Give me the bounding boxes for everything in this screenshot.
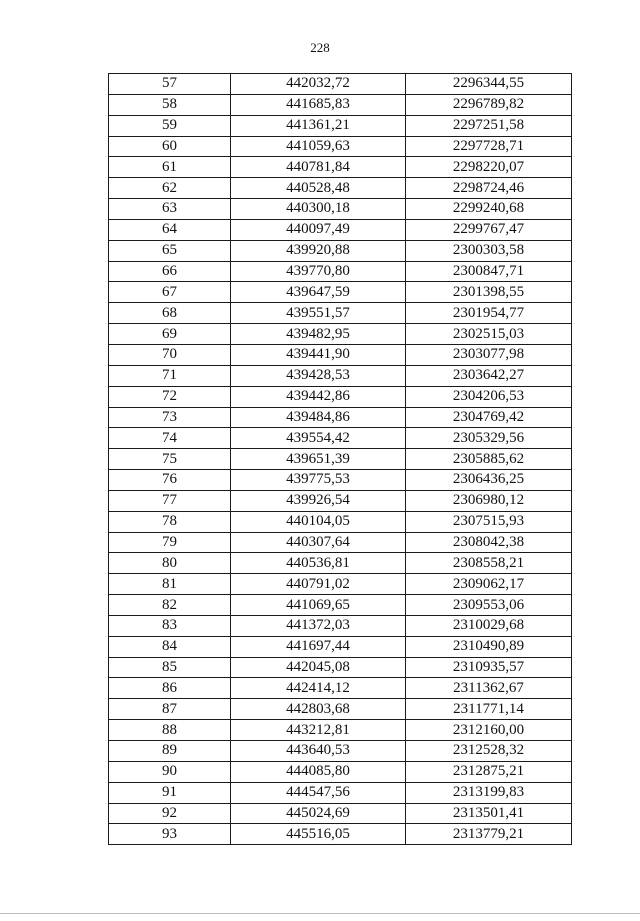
y-coordinate-cell: 2300847,71 bbox=[406, 261, 572, 282]
point-number-cell: 68 bbox=[109, 303, 231, 324]
point-number-cell: 72 bbox=[109, 386, 231, 407]
y-coordinate-cell: 2308042,38 bbox=[406, 532, 572, 553]
table-row bbox=[109, 511, 572, 532]
point-number-cell: 83 bbox=[109, 615, 231, 636]
x-coordinate-cell: 442414,12 bbox=[231, 678, 406, 699]
x-coordinate-cell: 439482,95 bbox=[231, 324, 406, 345]
table-row bbox=[109, 470, 572, 491]
table-row bbox=[109, 657, 572, 678]
x-coordinate-cell: 439441,90 bbox=[231, 344, 406, 365]
x-coordinate-cell: 439651,39 bbox=[231, 449, 406, 470]
y-coordinate-cell: 2297728,71 bbox=[406, 136, 572, 157]
y-coordinate-cell: 2313199,83 bbox=[406, 782, 572, 803]
y-coordinate-cell: 2301398,55 bbox=[406, 282, 572, 303]
y-coordinate-cell: 2313779,21 bbox=[406, 824, 572, 845]
y-coordinate-cell: 2304206,53 bbox=[406, 386, 572, 407]
table-row bbox=[109, 428, 572, 449]
y-coordinate-cell: 2301954,77 bbox=[406, 303, 572, 324]
point-number-cell: 92 bbox=[109, 803, 231, 824]
y-coordinate-cell: 2311771,14 bbox=[406, 699, 572, 720]
table-row bbox=[109, 595, 572, 616]
x-coordinate-cell: 441685,83 bbox=[231, 94, 406, 115]
y-coordinate-cell: 2310935,57 bbox=[406, 657, 572, 678]
table-row bbox=[109, 678, 572, 699]
table-row bbox=[109, 303, 572, 324]
point-number-cell: 93 bbox=[109, 824, 231, 845]
x-coordinate-cell: 444547,56 bbox=[231, 782, 406, 803]
point-number-cell: 64 bbox=[109, 219, 231, 240]
x-coordinate-cell: 442032,72 bbox=[231, 74, 406, 95]
table-row bbox=[109, 407, 572, 428]
x-coordinate-cell: 440781,84 bbox=[231, 157, 406, 178]
x-coordinate-cell: 440104,05 bbox=[231, 511, 406, 532]
point-number-cell: 87 bbox=[109, 699, 231, 720]
table-row bbox=[109, 178, 572, 199]
table-row bbox=[109, 699, 572, 720]
table-row bbox=[109, 720, 572, 741]
y-coordinate-cell: 2299240,68 bbox=[406, 199, 572, 220]
y-coordinate-cell: 2303077,98 bbox=[406, 344, 572, 365]
coordinates-table-body bbox=[109, 74, 572, 845]
table-row bbox=[109, 344, 572, 365]
table-row bbox=[109, 553, 572, 574]
x-coordinate-cell: 443212,81 bbox=[231, 720, 406, 741]
point-number-cell: 57 bbox=[109, 74, 231, 95]
point-number-cell: 74 bbox=[109, 428, 231, 449]
x-coordinate-cell: 440307,64 bbox=[231, 532, 406, 553]
x-coordinate-cell: 440791,02 bbox=[231, 574, 406, 595]
table-row bbox=[109, 824, 572, 845]
y-coordinate-cell: 2306436,25 bbox=[406, 470, 572, 491]
table-row bbox=[109, 282, 572, 303]
point-number-cell: 62 bbox=[109, 178, 231, 199]
x-coordinate-cell: 445516,05 bbox=[231, 824, 406, 845]
x-coordinate-cell: 440528,48 bbox=[231, 178, 406, 199]
y-coordinate-cell: 2302515,03 bbox=[406, 324, 572, 345]
table-row bbox=[109, 532, 572, 553]
point-number-cell: 71 bbox=[109, 365, 231, 386]
x-coordinate-cell: 442045,08 bbox=[231, 657, 406, 678]
y-coordinate-cell: 2299767,47 bbox=[406, 219, 572, 240]
point-number-cell: 65 bbox=[109, 240, 231, 261]
point-number-cell: 59 bbox=[109, 115, 231, 136]
point-number-cell: 80 bbox=[109, 553, 231, 574]
point-number-cell: 66 bbox=[109, 261, 231, 282]
table-row bbox=[109, 74, 572, 95]
y-coordinate-cell: 2312528,32 bbox=[406, 741, 572, 762]
table-row bbox=[109, 574, 572, 595]
y-coordinate-cell: 2296344,55 bbox=[406, 74, 572, 95]
x-coordinate-cell: 445024,69 bbox=[231, 803, 406, 824]
point-number-cell: 85 bbox=[109, 657, 231, 678]
y-coordinate-cell: 2309553,06 bbox=[406, 595, 572, 616]
x-coordinate-cell: 440300,18 bbox=[231, 199, 406, 220]
y-coordinate-cell: 2309062,17 bbox=[406, 574, 572, 595]
point-number-cell: 67 bbox=[109, 282, 231, 303]
table-row bbox=[109, 615, 572, 636]
point-number-cell: 76 bbox=[109, 470, 231, 491]
y-coordinate-cell: 2304769,42 bbox=[406, 407, 572, 428]
y-coordinate-cell: 2307515,93 bbox=[406, 511, 572, 532]
x-coordinate-cell: 441361,21 bbox=[231, 115, 406, 136]
table-row bbox=[109, 741, 572, 762]
x-coordinate-cell: 441697,44 bbox=[231, 636, 406, 657]
point-number-cell: 89 bbox=[109, 741, 231, 762]
y-coordinate-cell: 2312875,21 bbox=[406, 761, 572, 782]
point-number-cell: 73 bbox=[109, 407, 231, 428]
x-coordinate-cell: 439442,86 bbox=[231, 386, 406, 407]
table-row bbox=[109, 136, 572, 157]
y-coordinate-cell: 2311362,67 bbox=[406, 678, 572, 699]
x-coordinate-cell: 441059,63 bbox=[231, 136, 406, 157]
x-coordinate-cell: 439554,42 bbox=[231, 428, 406, 449]
y-coordinate-cell: 2305329,56 bbox=[406, 428, 572, 449]
point-number-cell: 75 bbox=[109, 449, 231, 470]
point-number-cell: 79 bbox=[109, 532, 231, 553]
table-row bbox=[109, 324, 572, 345]
table-row bbox=[109, 386, 572, 407]
point-number-cell: 86 bbox=[109, 678, 231, 699]
table-row bbox=[109, 157, 572, 178]
point-number-cell: 90 bbox=[109, 761, 231, 782]
coordinates-table bbox=[108, 73, 572, 845]
y-coordinate-cell: 2312160,00 bbox=[406, 720, 572, 741]
point-number-cell: 70 bbox=[109, 344, 231, 365]
point-number-cell: 63 bbox=[109, 199, 231, 220]
page-number: 228 bbox=[310, 40, 330, 55]
x-coordinate-cell: 444085,80 bbox=[231, 761, 406, 782]
point-number-cell: 61 bbox=[109, 157, 231, 178]
table-row bbox=[109, 449, 572, 470]
x-coordinate-cell: 441372,03 bbox=[231, 615, 406, 636]
table-row bbox=[109, 115, 572, 136]
y-coordinate-cell: 2296789,82 bbox=[406, 94, 572, 115]
point-number-cell: 58 bbox=[109, 94, 231, 115]
y-coordinate-cell: 2297251,58 bbox=[406, 115, 572, 136]
point-number-cell: 84 bbox=[109, 636, 231, 657]
table-row bbox=[109, 219, 572, 240]
y-coordinate-cell: 2306980,12 bbox=[406, 490, 572, 511]
point-number-cell: 69 bbox=[109, 324, 231, 345]
x-coordinate-cell: 439770,80 bbox=[231, 261, 406, 282]
x-coordinate-cell: 439926,54 bbox=[231, 490, 406, 511]
x-coordinate-cell: 439920,88 bbox=[231, 240, 406, 261]
x-coordinate-cell: 439484,86 bbox=[231, 407, 406, 428]
point-number-cell: 77 bbox=[109, 490, 231, 511]
y-coordinate-cell: 2300303,58 bbox=[406, 240, 572, 261]
y-coordinate-cell: 2303642,27 bbox=[406, 365, 572, 386]
table-row bbox=[109, 490, 572, 511]
x-coordinate-cell: 439775,53 bbox=[231, 470, 406, 491]
x-coordinate-cell: 443640,53 bbox=[231, 741, 406, 762]
table-row bbox=[109, 782, 572, 803]
point-number-cell: 78 bbox=[109, 511, 231, 532]
y-coordinate-cell: 2313501,41 bbox=[406, 803, 572, 824]
y-coordinate-cell: 2310490,89 bbox=[406, 636, 572, 657]
table-row bbox=[109, 94, 572, 115]
point-number-cell: 91 bbox=[109, 782, 231, 803]
scan-edge-line bbox=[0, 913, 640, 914]
y-coordinate-cell: 2298724,46 bbox=[406, 178, 572, 199]
table-row bbox=[109, 803, 572, 824]
x-coordinate-cell: 440097,49 bbox=[231, 219, 406, 240]
x-coordinate-cell: 439428,53 bbox=[231, 365, 406, 386]
x-coordinate-cell: 439647,59 bbox=[231, 282, 406, 303]
table-row bbox=[109, 761, 572, 782]
y-coordinate-cell: 2308558,21 bbox=[406, 553, 572, 574]
y-coordinate-cell: 2305885,62 bbox=[406, 449, 572, 470]
y-coordinate-cell: 2298220,07 bbox=[406, 157, 572, 178]
x-coordinate-cell: 441069,65 bbox=[231, 595, 406, 616]
x-coordinate-cell: 442803,68 bbox=[231, 699, 406, 720]
x-coordinate-cell: 440536,81 bbox=[231, 553, 406, 574]
x-coordinate-cell: 439551,57 bbox=[231, 303, 406, 324]
table-row bbox=[109, 365, 572, 386]
point-number-cell: 88 bbox=[109, 720, 231, 741]
y-coordinate-cell: 2310029,68 bbox=[406, 615, 572, 636]
point-number-cell: 82 bbox=[109, 595, 231, 616]
table-row bbox=[109, 636, 572, 657]
table-row bbox=[109, 261, 572, 282]
point-number-cell: 60 bbox=[109, 136, 231, 157]
table-row bbox=[109, 199, 572, 220]
table-row bbox=[109, 240, 572, 261]
point-number-cell: 81 bbox=[109, 574, 231, 595]
